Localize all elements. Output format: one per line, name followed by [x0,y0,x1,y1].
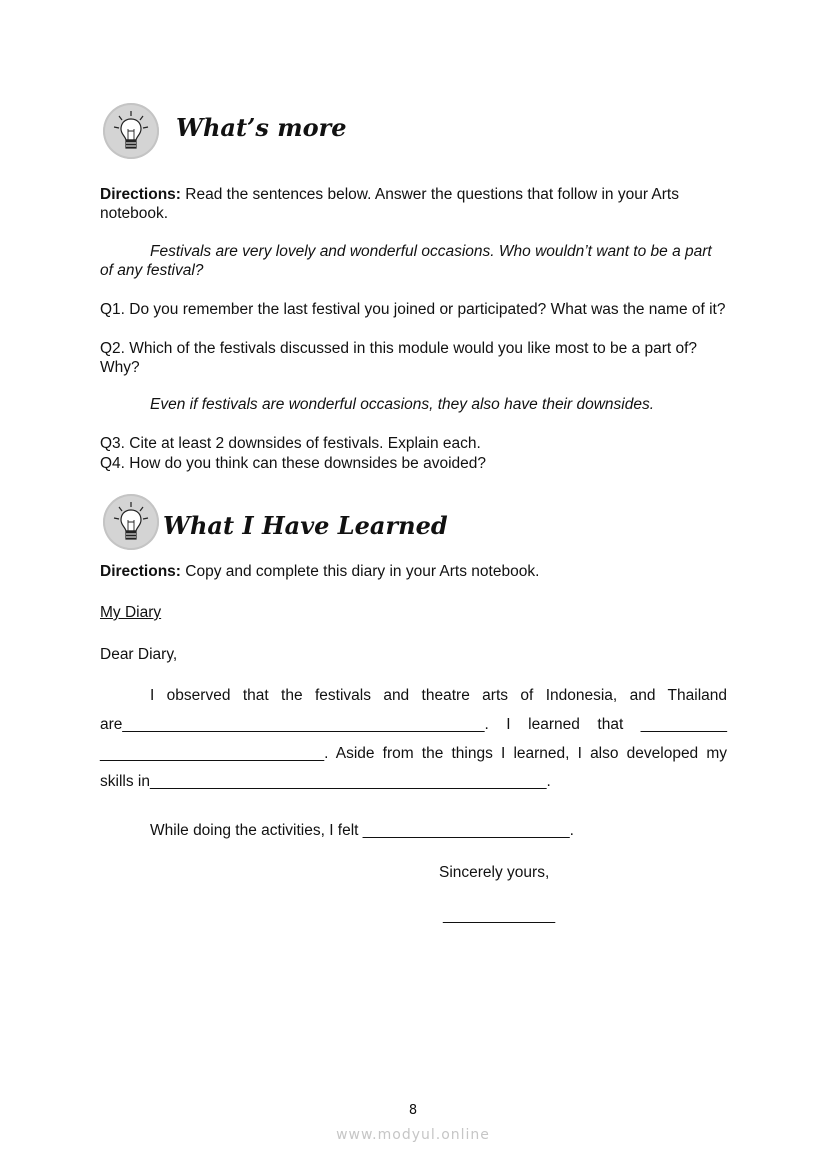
blank-line: ______________________________________________ [149,773,547,790]
diary-line-4-start: skills in [100,773,150,790]
diary-line-4-end: . [546,773,551,790]
diary-line-5: While doing the activities, I felt ________________________. [150,822,574,839]
directions-text: Copy and complete this diary in your Arts notebook. [180,563,540,580]
directions [100,185,727,223]
diary-line-2-end: . I learned that __________ [484,716,727,733]
diary-line-4 [100,773,551,791]
diary-line-3-end: . Aside from the things I learned, I also developed my [324,745,727,762]
quote-text [100,242,727,280]
salutation: Dear Diary, [100,646,178,663]
quote-2: Even if festivals are wonderful occasions, they also have their downsides. [150,396,655,413]
question-q3: Q3. Cite at least 2 downsides of festivals. Explain each. [100,435,481,452]
section-heading: What’s more [176,113,347,142]
blank-line: __________________________ [100,745,325,762]
quote-1: Festivals are very lovely and wonderful occasions. Who wouldn’t want to be a part of any festival? [100,243,712,279]
diary-line-2 [100,715,727,734]
closing: Sincerely yours, [439,864,550,881]
diary-line-2-start: are [100,716,123,733]
blank-line: __________________________________________ [122,716,485,733]
section-heading: What I Have Learned [163,511,448,540]
signature-line: _____________ [443,907,556,924]
diary-title: My Diary [100,604,162,621]
watermark: www.modyul.online [336,1127,490,1143]
directions [100,562,727,581]
lightbulb-icon [103,494,159,550]
diary-line-1 [150,686,727,705]
question-q4: Q4. How do you think can these downsides be avoided? [100,455,487,472]
directions-label: Directions: [100,563,181,580]
diary-line-3 [100,744,727,763]
diary-line-1-text: I observed that the festivals and theatre arts of Indonesia, and Thailand [150,687,727,704]
page-number: 8 [408,1103,418,1118]
lightbulb-icon [103,103,159,159]
question-q2: Q2. Which of the festivals discussed in this module would you like most to be a part of? Why? [100,340,698,376]
question-q1: Q1. Do you remember the last festival you joined or participated? What was the name of it? [100,301,726,318]
directions-text: Read the sentences below. Answer the questions that follow in your Arts notebook. [100,186,679,222]
directions-label: Directions: [100,186,181,203]
